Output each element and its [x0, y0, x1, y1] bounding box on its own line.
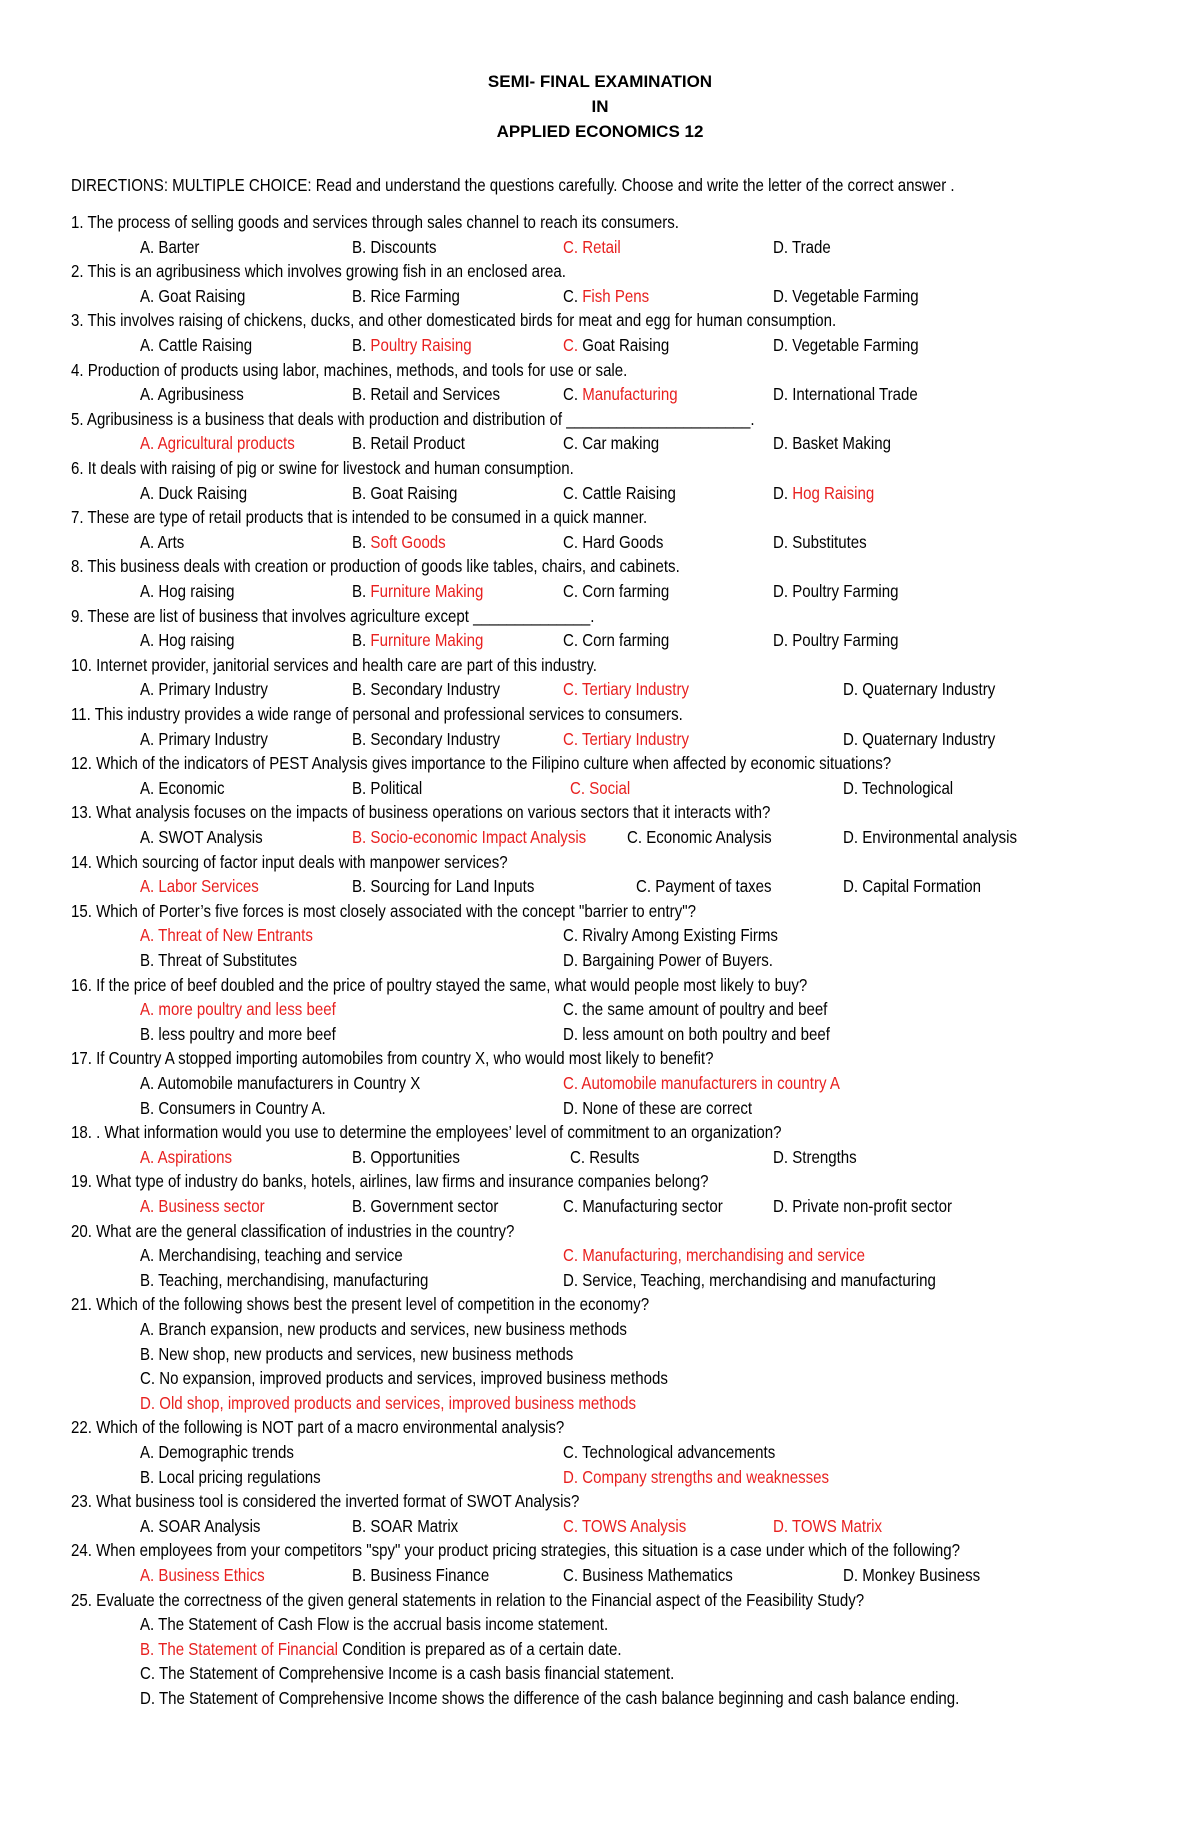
option-letter: D. Vegetable Farming	[773, 335, 919, 355]
option-letter: A. Barter	[140, 236, 200, 257]
option-letter: D. Environmental analysis	[843, 827, 1017, 847]
option-letter: A. Agricultural products	[140, 433, 295, 454]
option-6-2	[563, 481, 676, 505]
option-letter: A. Hog raising	[140, 630, 235, 651]
option-10-0	[140, 677, 268, 701]
option-3-1	[352, 333, 472, 357]
option-letter: C. Automobile manufacturers in country A	[563, 1073, 840, 1093]
option-letter: D. Poultry Farming	[773, 630, 899, 651]
option-25-d	[140, 1686, 959, 1710]
option-letter: B. Rice Farming	[352, 285, 460, 306]
option-letter: B. Government sector	[352, 1196, 499, 1216]
option-letter: B. Retail and Services	[352, 384, 501, 405]
option-3-2	[563, 333, 669, 357]
option-9-3	[773, 628, 898, 652]
option-4-3	[773, 382, 918, 406]
question-text: 19. What type of industry do banks, hotels, airlines, law firms and insurance companies belong?	[71, 1171, 709, 1192]
option-letter: D. less amount on both poultry and beef	[563, 1023, 830, 1044]
question-20	[71, 1219, 514, 1243]
option-14-3	[843, 874, 981, 898]
option-letter: D. TOWS Matrix	[773, 1515, 882, 1536]
exam-title-line3: APPLIED ECONOMICS 12	[496, 122, 704, 141]
option-letter: B. Discounts	[352, 236, 437, 257]
option-7-2	[563, 530, 663, 554]
option-answer: Hog Raising	[788, 482, 875, 503]
question-text: 11. This industry provides a wide range of personal and professional services to consumers.	[71, 704, 683, 724]
option-23-1	[352, 1514, 458, 1538]
question-22	[71, 1415, 564, 1439]
option-letter: B. Teaching, merchandising, manufacturing	[140, 1269, 429, 1290]
option-11-1	[352, 727, 500, 751]
option-letter: D. Technological	[843, 777, 954, 798]
option-letter: C.	[563, 285, 579, 306]
option-5-1	[352, 431, 465, 455]
option-3-0	[140, 333, 252, 357]
answer-blank: ______________.	[468, 605, 595, 626]
option-10-3	[843, 677, 995, 701]
question-text: 13. What analysis focuses on the impacts of business operations on various sectors that it interacts with?	[71, 802, 771, 823]
question-14	[71, 850, 508, 874]
question-13	[71, 800, 770, 824]
option-4-0	[140, 382, 244, 406]
option-letter: B. Retail Product	[352, 433, 465, 454]
option-6-0	[140, 481, 247, 505]
option-letter: C. Results	[570, 1146, 640, 1167]
option-23-2	[563, 1514, 686, 1538]
question-6	[71, 456, 574, 480]
option-23-0	[140, 1514, 260, 1538]
option-letter: B. Secondary Industry	[352, 679, 501, 700]
option-10-2	[563, 677, 689, 701]
option-21-d	[140, 1391, 636, 1415]
option-letter: D. Vegetable Farming	[773, 285, 919, 306]
option-letter: D. Old shop, improved products and services, improved business methods	[140, 1392, 637, 1413]
option-letter: D. Bargaining Power of Buyers.	[563, 950, 773, 970]
option-8-1	[352, 579, 483, 603]
option-17-0	[140, 1071, 420, 1095]
option-6-1	[352, 481, 457, 505]
option-letter: C.	[563, 335, 579, 355]
question-text: 16. If the price of beef doubled and the price of poultry stayed the same, what would people most likely to buy?	[71, 974, 808, 995]
question-text: 14. Which sourcing of factor input deals with manpower services?	[71, 851, 508, 872]
question-text: 6. It deals with raising of pig or swine for livestock and human consumption.	[71, 458, 574, 478]
option-1-2	[563, 235, 621, 259]
question-12	[71, 751, 891, 775]
option-1-0	[140, 235, 199, 259]
option-25-b	[140, 1637, 622, 1661]
option-letter: B.	[352, 581, 367, 601]
option-letter: C. Corn farming	[563, 581, 670, 601]
option-22-0	[140, 1440, 294, 1464]
option-3-3	[773, 333, 919, 357]
option-letter: D. Quaternary Industry	[843, 679, 996, 700]
question-15	[71, 899, 696, 923]
option-7-1	[352, 530, 446, 554]
option-letter: B. The Statement of Financial	[140, 1638, 338, 1659]
option-14-2	[636, 874, 772, 898]
option-letter: A. Business sector	[140, 1196, 265, 1216]
question-text: 23. What business tool is considered the inverted format of SWOT Analysis?	[71, 1491, 580, 1512]
option-21-c	[140, 1366, 668, 1390]
option-9-2	[563, 628, 669, 652]
option-8-2	[563, 579, 669, 603]
question-1	[71, 210, 679, 234]
option-letter: A. Threat of New Entrants	[140, 925, 313, 946]
option-letter: A. Arts	[140, 531, 185, 552]
option-letter: A. The Statement of Cash Flow is the accrual basis income statement.	[140, 1614, 609, 1635]
option-16-b1	[563, 1022, 830, 1046]
option-22-b0	[140, 1465, 321, 1489]
option-letter: C. Hard Goods	[563, 531, 664, 552]
question-19	[71, 1169, 708, 1193]
option-7-3	[773, 530, 867, 554]
option-24-3	[843, 1563, 980, 1587]
option-24-1	[352, 1563, 489, 1587]
option-letter: B. Secondary Industry	[352, 728, 501, 749]
option-11-2	[563, 727, 689, 751]
question-24	[71, 1538, 960, 1562]
option-letter: C. No expansion, improved products and services, improved business methods	[140, 1368, 668, 1389]
option-7-0	[140, 530, 184, 554]
question-text: 12. Which of the indicators of PEST Analysis gives importance to the Filipino culture when affected by economic situations?	[71, 753, 892, 774]
option-8-0	[140, 579, 235, 603]
option-letter: B.	[352, 531, 367, 552]
option-letter: B.	[352, 335, 367, 355]
option-letter: A. SOAR Analysis	[140, 1515, 261, 1536]
option-letter: B. Opportunities	[352, 1146, 460, 1167]
option-5-3	[773, 431, 891, 455]
option-letter: A. Aspirations	[140, 1146, 233, 1167]
question-9	[71, 604, 594, 628]
option-letter: B. Political	[352, 777, 423, 798]
option-22-1	[563, 1440, 775, 1464]
exam-title-line2: IN	[591, 97, 609, 116]
option-13-2	[627, 825, 772, 849]
option-text: Condition is prepared as of a certain date.	[337, 1638, 622, 1659]
option-24-0	[140, 1563, 265, 1587]
option-14-0	[140, 874, 259, 898]
option-18-1	[352, 1145, 460, 1169]
option-letter: C. Payment of taxes	[636, 876, 772, 897]
question-text: 9. These are list of business that involves agriculture except	[71, 605, 469, 626]
option-letter: D. International Trade	[773, 384, 918, 405]
option-letter: C. Tertiary Industry	[563, 728, 690, 749]
question-text: 15. Which of Porter’s five forces is most closely associated with the concept "barrier to entry"?	[71, 900, 696, 921]
option-letter: B. SOAR Matrix	[352, 1515, 459, 1536]
option-2-1	[352, 284, 460, 308]
option-5-2	[563, 431, 659, 455]
option-20-1	[563, 1243, 865, 1267]
option-1-1	[352, 235, 436, 259]
option-18-2	[570, 1145, 639, 1169]
question-text: 18. . What information would you use to determine the employees’ level of commitment to an organization?	[71, 1122, 782, 1143]
option-19-0	[140, 1194, 265, 1218]
directions: DIRECTIONS: MULTIPLE CHOICE: Read and understand the questions carefully. Choose and write the letter of the correct answer .	[71, 175, 955, 195]
option-letter: A. Cattle Raising	[140, 335, 253, 355]
option-letter: A. Branch expansion, new products and services, new business methods	[140, 1319, 627, 1339]
option-letter: D. Company strengths and weaknesses	[563, 1466, 830, 1487]
option-4-2	[563, 382, 678, 406]
option-letter: B. Threat of Substitutes	[140, 950, 298, 970]
question-4	[71, 358, 627, 382]
option-answer: Furniture Making	[366, 581, 484, 601]
option-letter: C. Retail	[563, 236, 621, 257]
question-10	[71, 653, 597, 677]
question-18	[71, 1120, 782, 1144]
option-16-0	[140, 997, 336, 1021]
option-13-0	[140, 825, 263, 849]
option-letter: B. Local pricing regulations	[140, 1466, 321, 1487]
option-letter: A. Duck Raising	[140, 482, 248, 503]
option-letter: A. Labor Services	[140, 876, 259, 897]
question-text: 5. Agribusiness is a business that deals with production and distribution of	[71, 408, 563, 429]
option-letter: D. The Statement of Comprehensive Income shows the difference of the cash balance beginning and cash balance ending.	[140, 1688, 960, 1708]
question-text: 25. Evaluate the correctness of the given general statements in relation to the Financial aspect of the Feasibility Study?	[71, 1589, 865, 1610]
option-letter: C. The Statement of Comprehensive Income is a cash basis financial statement.	[140, 1663, 675, 1684]
option-letter: D. Service, Teaching, merchandising and manufacturing	[563, 1269, 936, 1290]
option-letter: D. Basket Making	[773, 433, 891, 454]
option-15-b0	[140, 948, 297, 972]
question-text: 1. The process of selling goods and services through sales channel to reach its consumers.	[71, 212, 679, 232]
option-letter: C. Car making	[563, 433, 660, 454]
option-letter: C. Corn farming	[563, 630, 670, 651]
option-19-1	[352, 1194, 498, 1218]
option-10-1	[352, 677, 500, 701]
question-text: 17. If Country A stopped importing automobiles from country X, who would most likely to benefit?	[71, 1048, 714, 1069]
option-answer: Poultry Raising	[366, 335, 472, 355]
option-letter: B. Socio-economic Impact Analysis	[352, 827, 587, 847]
option-letter: A. Agribusiness	[140, 384, 244, 405]
question-text: 8. This business deals with creation or production of goods like tables, chairs, and cabinets.	[71, 556, 680, 577]
option-20-b1	[563, 1268, 936, 1292]
question-3	[71, 308, 836, 332]
option-letter: B. Sourcing for Land Inputs	[352, 876, 535, 897]
option-letter: B. Consumers in Country A.	[140, 1097, 326, 1118]
option-text: Goat Raising	[578, 335, 670, 355]
option-15-b1	[563, 948, 773, 972]
question-8	[71, 554, 680, 578]
option-answer: Furniture Making	[366, 630, 484, 651]
question-23	[71, 1489, 579, 1513]
question-5	[71, 407, 755, 431]
option-16-1	[563, 997, 827, 1021]
option-11-0	[140, 727, 268, 751]
option-letter: D. Capital Formation	[843, 876, 982, 897]
option-letter: B. New shop, new products and services, new business methods	[140, 1343, 574, 1364]
option-letter: C. Business Mathematics	[563, 1565, 733, 1585]
option-letter: C. Rivalry Among Existing Firms	[563, 925, 778, 946]
option-letter: A. Automobile manufacturers in Country X	[140, 1073, 421, 1093]
option-letter: D. Trade	[773, 236, 831, 257]
option-letter: D. Private non-profit sector	[773, 1196, 953, 1216]
option-17-b1	[563, 1096, 752, 1120]
question-2	[71, 259, 566, 283]
option-6-3	[773, 481, 874, 505]
question-text: 22. Which of the following is NOT part of a macro environmental analysis?	[71, 1417, 565, 1438]
option-15-1	[563, 923, 778, 947]
option-4-1	[352, 382, 500, 406]
option-letter: C. Manufacturing, merchandising and service	[563, 1245, 865, 1266]
option-17-1	[563, 1071, 840, 1095]
option-letter: D. Substitutes	[773, 531, 867, 552]
option-answer: Soft Goods	[366, 531, 446, 552]
option-2-0	[140, 284, 245, 308]
question-text: 10. Internet provider, janitorial services and health care are part of this industry.	[71, 654, 597, 675]
question-text: 2. This is an agribusiness which involves growing fish in an enclosed area.	[71, 261, 566, 282]
option-20-b0	[140, 1268, 428, 1292]
option-letter: D. None of these are correct	[563, 1097, 753, 1118]
option-letter: C. the same amount of poultry and beef	[563, 999, 828, 1020]
question-16	[71, 973, 807, 997]
question-text: 21. Which of the following shows best the present level of competition in the economy?	[71, 1294, 650, 1315]
option-5-0	[140, 431, 295, 455]
option-letter: B. Business Finance	[352, 1565, 490, 1585]
option-22-b1	[563, 1465, 829, 1489]
option-1-3	[773, 235, 831, 259]
option-23-3	[773, 1514, 882, 1538]
option-letter: A. Merchandising, teaching and service	[140, 1245, 403, 1266]
option-letter: A. Economic	[140, 777, 225, 798]
option-18-0	[140, 1145, 232, 1169]
option-answer: Fish Pens	[578, 285, 650, 306]
option-letter: C. Manufacturing sector	[563, 1196, 723, 1216]
option-14-1	[352, 874, 534, 898]
option-letter: C. Economic Analysis	[627, 827, 772, 847]
option-letter: A. Demographic trends	[140, 1442, 294, 1462]
option-letter: B. less poultry and more beef	[140, 1023, 336, 1044]
option-letter: D.	[773, 482, 789, 503]
option-letter: A. Business Ethics	[140, 1565, 265, 1585]
option-letter: C. TOWS Analysis	[563, 1515, 687, 1536]
option-answer: Manufacturing	[578, 384, 678, 405]
question-text: 3. This involves raising of chickens, ducks, and other domesticated birds for meat and egg for human consumption.	[71, 310, 837, 331]
option-letter: A. more poultry and less beef	[140, 999, 336, 1020]
option-letter: A. Hog raising	[140, 581, 235, 601]
option-12-3	[843, 776, 953, 800]
option-21-a	[140, 1317, 627, 1341]
option-letter: A. SWOT Analysis	[140, 827, 263, 847]
option-letter: D. Monkey Business	[843, 1565, 981, 1585]
question-11	[71, 702, 683, 726]
option-16-b0	[140, 1022, 336, 1046]
option-21-b	[140, 1342, 573, 1366]
option-letter: C. Cattle Raising	[563, 482, 676, 503]
option-24-2	[563, 1563, 733, 1587]
option-12-1	[352, 776, 422, 800]
option-letter: A. Goat Raising	[140, 285, 246, 306]
question-text: 7. These are type of retail products that is intended to be consumed in a quick manner.	[71, 507, 648, 528]
question-text: 20. What are the general classification of industries in the country?	[71, 1220, 515, 1241]
option-17-b0	[140, 1096, 326, 1120]
option-letter: D. Quaternary Industry	[843, 728, 996, 749]
option-13-3	[843, 825, 1017, 849]
question-17	[71, 1046, 713, 1070]
option-18-3	[773, 1145, 857, 1169]
option-9-0	[140, 628, 235, 652]
option-letter: A. Primary Industry	[140, 679, 268, 700]
option-letter: B.	[352, 630, 367, 651]
option-12-0	[140, 776, 224, 800]
option-letter: C. Technological advancements	[563, 1442, 776, 1462]
option-2-3	[773, 284, 919, 308]
answer-blank: ______________________.	[562, 408, 755, 429]
question-21	[71, 1292, 649, 1316]
option-letter: C. Social	[570, 777, 631, 798]
option-11-3	[843, 727, 995, 751]
exam-title-line1: SEMI- FINAL EXAMINATION	[487, 72, 713, 91]
option-letter: B. Goat Raising	[352, 482, 458, 503]
option-letter: C.	[563, 384, 579, 405]
option-25-c	[140, 1661, 674, 1685]
question-text: 4. Production of products using labor, machines, methods, and tools for use or sale.	[71, 359, 628, 380]
option-letter: D. Strengths	[773, 1146, 857, 1167]
option-19-2	[563, 1194, 723, 1218]
option-19-3	[773, 1194, 952, 1218]
option-letter: A. Primary Industry	[140, 728, 268, 749]
question-25	[71, 1588, 864, 1612]
question-text: 24. When employees from your competitors "spy" your product pricing strategies, this situation is a case under which of the following?	[71, 1540, 961, 1561]
question-7	[71, 505, 647, 529]
option-letter: D. Poultry Farming	[773, 581, 899, 601]
option-8-3	[773, 579, 898, 603]
option-25-a	[140, 1612, 608, 1636]
option-20-0	[140, 1243, 403, 1267]
option-9-1	[352, 628, 483, 652]
option-13-1	[352, 825, 586, 849]
option-letter: C. Tertiary Industry	[563, 679, 690, 700]
option-15-0	[140, 923, 313, 947]
option-2-2	[563, 284, 649, 308]
option-12-2	[570, 776, 630, 800]
